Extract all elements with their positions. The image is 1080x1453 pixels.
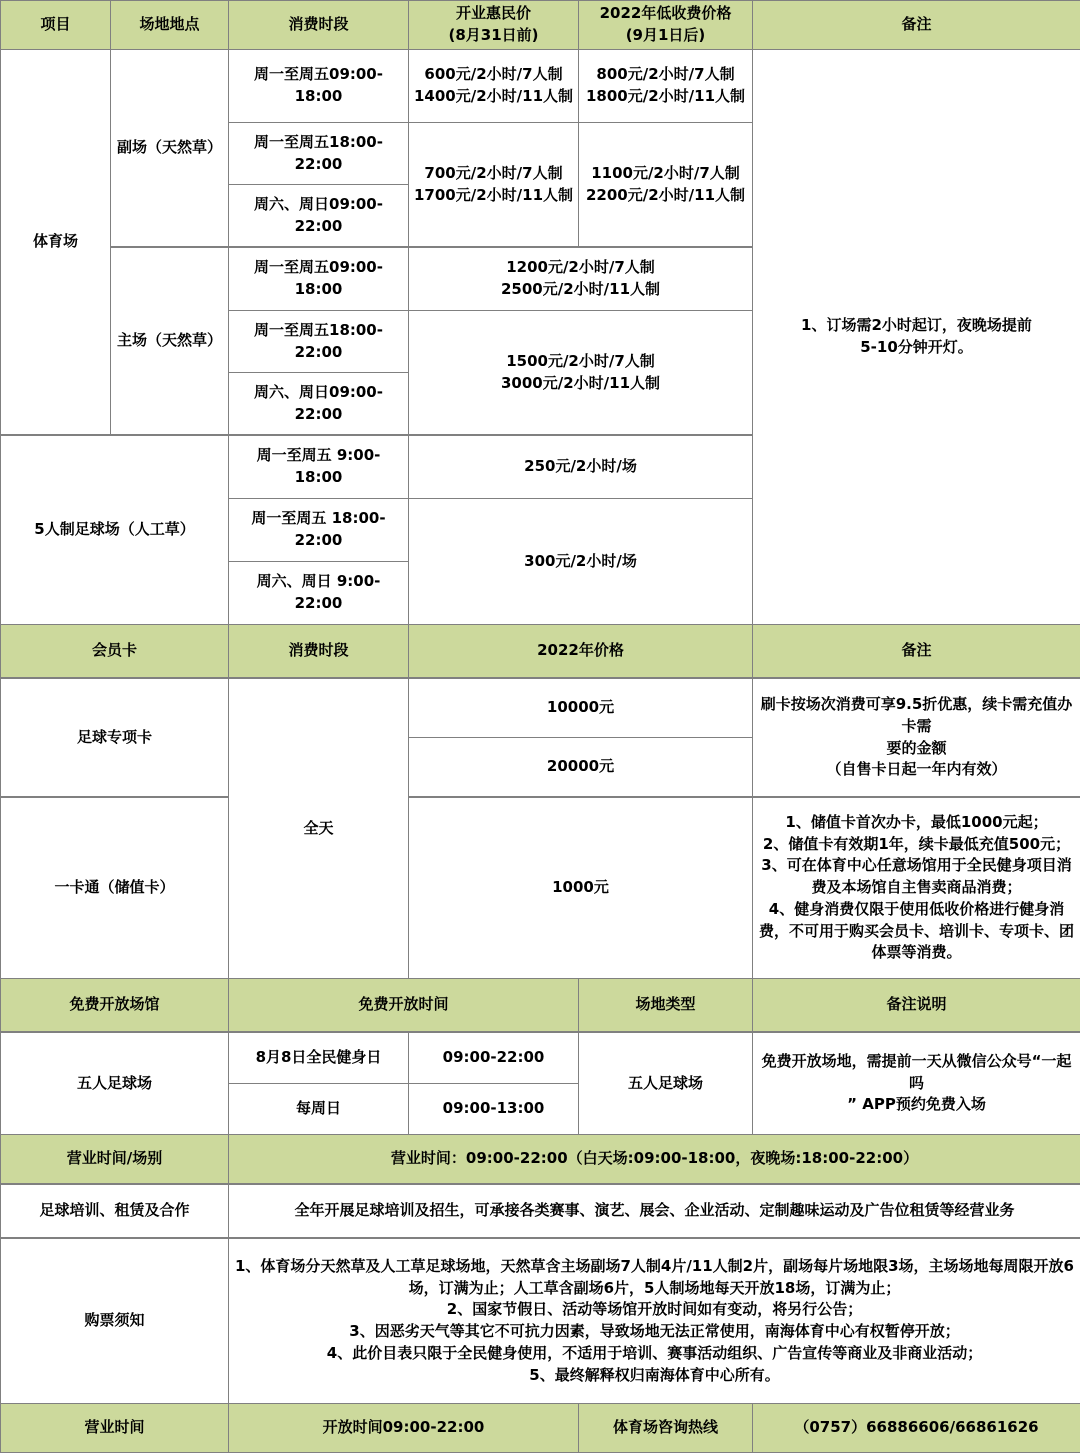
label-purchase-notice: 购票须知 — [1, 1238, 229, 1404]
cell-price-10000: 10000元 — [409, 678, 753, 738]
table-row — [1, 50, 1080, 123]
notice-line: 2、国家节假日、活动等场馆开放时间如有变动，将另行公告； — [233, 1299, 1076, 1321]
cell-football-card: 足球专项卡 — [1, 678, 229, 797]
header-membership-card: 会员卡 — [1, 625, 229, 679]
price-line: 1700元/2小时/11人制 — [413, 185, 574, 207]
cell-slot-five-weekday-night: 周一至周五 18:00-22:00 — [229, 499, 409, 562]
cell-every-sunday: 每周日 — [229, 1084, 409, 1135]
price-line: 3000元/2小时/11人制 — [413, 373, 748, 395]
label-business-hours: 营业时间/场别 — [1, 1135, 229, 1185]
cell-slot-sub-weekday-day: 周一至周五09:00-18:00 — [229, 50, 409, 123]
header-opening-price — [409, 1, 579, 50]
table-row — [1, 797, 1080, 979]
cell-price-sub-low-night — [579, 123, 753, 248]
remark-line: 4、健身消费仅限于使用低收价格进行健身消费，不可用于购买会员卡、培训卡、专项卡、团体票等消费。 — [757, 899, 1076, 964]
price-line: 1400元/2小时/11人制 — [413, 86, 574, 108]
header-low-price — [579, 1, 753, 50]
cell-price-sub-open-day — [409, 50, 579, 123]
remark-line: 1、储值卡首次办卡，最低1000元起； — [757, 812, 1076, 834]
remark-line: 刷卡按场次消费可享9.5折优惠，续卡需充值办卡需 — [757, 694, 1076, 738]
cell-price-sub-open-night — [409, 123, 579, 248]
cell-price-five-night: 300元/2小时/场 — [409, 499, 753, 625]
cell-day-fitness-time: 09:00-22:00 — [409, 1032, 579, 1084]
cell-slot-main-weekend: 周六、周日09:00-22:00 — [229, 373, 409, 436]
header-low-price-line1: 2022年低收费价格 — [583, 3, 748, 25]
remark-line: 5-10分钟开灯。 — [757, 337, 1076, 359]
cell-free-venue-name: 五人足球场 — [1, 1032, 229, 1135]
value-business-hours: 营业时间：09:00-22:00（白天场:09:00-18:00，夜晚场:18:00-22:00） — [229, 1135, 1080, 1185]
header-opening-price-line1: 开业惠民价 — [413, 3, 574, 25]
header-membership-remark: 备注 — [753, 625, 1080, 679]
purchase-notice-row — [1, 1238, 1080, 1404]
header-free-remark: 备注说明 — [753, 979, 1080, 1033]
membership-header-row — [1, 625, 1080, 679]
notice-line: 1、体育场分天然草及人工草足球场地，天然草含主场副场7人制4片/11人制2片，副场每片场地限3场，主场场地每周限开放6场，订满为止；人工草含副场6片，5人制场地每天开放18场，订满为止； — [233, 1256, 1076, 1300]
header-membership-price-2022: 2022年价格 — [409, 625, 753, 679]
free-open-header-row — [1, 979, 1080, 1033]
price-line: 600元/2小时/7人制 — [413, 64, 574, 86]
cell-main-field: 主场（天然草） — [111, 247, 229, 435]
table-row — [1, 678, 1080, 738]
footer-hotline-value: （0757）66886606/66861626 — [753, 1404, 1080, 1453]
cell-price-main-day — [409, 247, 753, 311]
cell-stadium-remark — [753, 50, 1080, 625]
price-line: 700元/2小时/7人制 — [413, 163, 574, 185]
notice-line: 4、此价目表只限于全民健身使用，不适用于培训、赛事活动组织、广告宣传等商业及非商业活动； — [233, 1343, 1076, 1365]
cell-price-1000: 1000元 — [409, 797, 753, 979]
cell-five-a-side: 5人制足球场（人工草） — [1, 435, 229, 625]
label-training: 足球培训、租赁及合作 — [1, 1184, 229, 1238]
cell-slot-five-weekend: 周六、周日 9:00-22:00 — [229, 562, 409, 625]
price-line: 1500元/2小时/7人制 — [413, 351, 748, 373]
header-venue-location: 场地地点 — [111, 1, 229, 50]
remark-line: 3、可在体育中心任意场馆用于全民健身项目消费及本场馆自主售卖商品消费； — [757, 855, 1076, 899]
header-remark: 备注 — [753, 1, 1080, 50]
price-line: 2500元/2小时/11人制 — [413, 279, 748, 301]
cell-slot-main-weekday-day: 周一至周五09:00-18:00 — [229, 247, 409, 311]
cell-day-fitness: 8月8日全民健身日 — [229, 1032, 409, 1084]
header-low-price-line2: (9月1日后) — [583, 25, 748, 47]
cell-free-open-remark — [753, 1032, 1080, 1135]
footer-hotline-label: 体育场咨询热线 — [579, 1404, 753, 1453]
header-opening-price-line2: (8月31日前) — [413, 25, 574, 47]
notice-line: 3、因恶劣天气等其它不可抗力因素，导致场地无法正常使用，南海体育中心有权暂停开放； — [233, 1321, 1076, 1343]
header-free-venue: 免费开放场馆 — [1, 979, 229, 1033]
table-row — [1, 1032, 1080, 1084]
cell-every-sunday-time: 09:00-13:00 — [409, 1084, 579, 1135]
cell-venue-type-value: 五人足球场 — [579, 1032, 753, 1135]
footer-hours-label: 营业时间 — [1, 1404, 229, 1453]
cell-price-20000: 20000元 — [409, 738, 753, 798]
table-header-row — [1, 1, 1080, 50]
price-line: 2200元/2小时/11人制 — [583, 185, 748, 207]
cell-onecard-remark — [753, 797, 1080, 979]
price-line: 1200元/2小时/7人制 — [413, 257, 748, 279]
cell-price-five-day: 250元/2小时/场 — [409, 435, 753, 499]
header-free-time: 免费开放时间 — [229, 979, 579, 1033]
footer-hours-value: 开放时间09:00-22:00 — [229, 1404, 579, 1453]
remark-line: 免费开放场地，需提前一天从微信公众号“一起吗 — [757, 1051, 1076, 1095]
value-training: 全年开展足球培训及招生，可承接各类赛事、演艺、展会、企业活动、定制趣味运动及广告位租赁等经营业务 — [229, 1184, 1080, 1238]
cell-allday: 全天 — [229, 678, 409, 979]
cell-slot-sub-weekday-night: 周一至周五18:00-22:00 — [229, 123, 409, 185]
cell-price-sub-low-day — [579, 50, 753, 123]
remark-line: 要的金额 — [757, 738, 1076, 760]
cell-slot-main-weekday-night: 周一至周五18:00-22:00 — [229, 311, 409, 373]
footer-row — [1, 1404, 1080, 1453]
cell-slot-sub-weekend: 周六、周日09:00-22:00 — [229, 185, 409, 248]
price-line: 1800元/2小时/11人制 — [583, 86, 748, 108]
cell-slot-five-weekday-day: 周一至周五 9:00-18:00 — [229, 435, 409, 499]
cell-football-card-remark — [753, 678, 1080, 797]
price-line: 800元/2小时/7人制 — [583, 64, 748, 86]
price-line: 1100元/2小时/7人制 — [583, 163, 748, 185]
cell-stadium-name: 体育场 — [1, 50, 111, 436]
header-item: 项目 — [1, 1, 111, 50]
remark-line: ” APP预约免费入场 — [757, 1094, 1076, 1116]
training-row — [1, 1184, 1080, 1238]
value-purchase-notice — [229, 1238, 1080, 1404]
cell-price-main-night — [409, 311, 753, 436]
remark-line: 1、订场需2小时起订，夜晚场提前 — [757, 315, 1076, 337]
header-venue-type: 场地类型 — [579, 979, 753, 1033]
business-hours-row — [1, 1135, 1080, 1185]
notice-line: 5、最终解释权归南海体育中心所有。 — [233, 1365, 1076, 1387]
remark-line: （自售卡日起一年内有效） — [757, 759, 1076, 781]
header-membership-time-slot: 消费时段 — [229, 625, 409, 679]
remark-line: 2、储值卡有效期1年，续卡最低充值500元； — [757, 834, 1076, 856]
cell-sub-field: 副场（天然草） — [111, 50, 229, 248]
header-time-slot: 消费时段 — [229, 1, 409, 50]
cell-onecard: 一卡通（储值卡） — [1, 797, 229, 979]
